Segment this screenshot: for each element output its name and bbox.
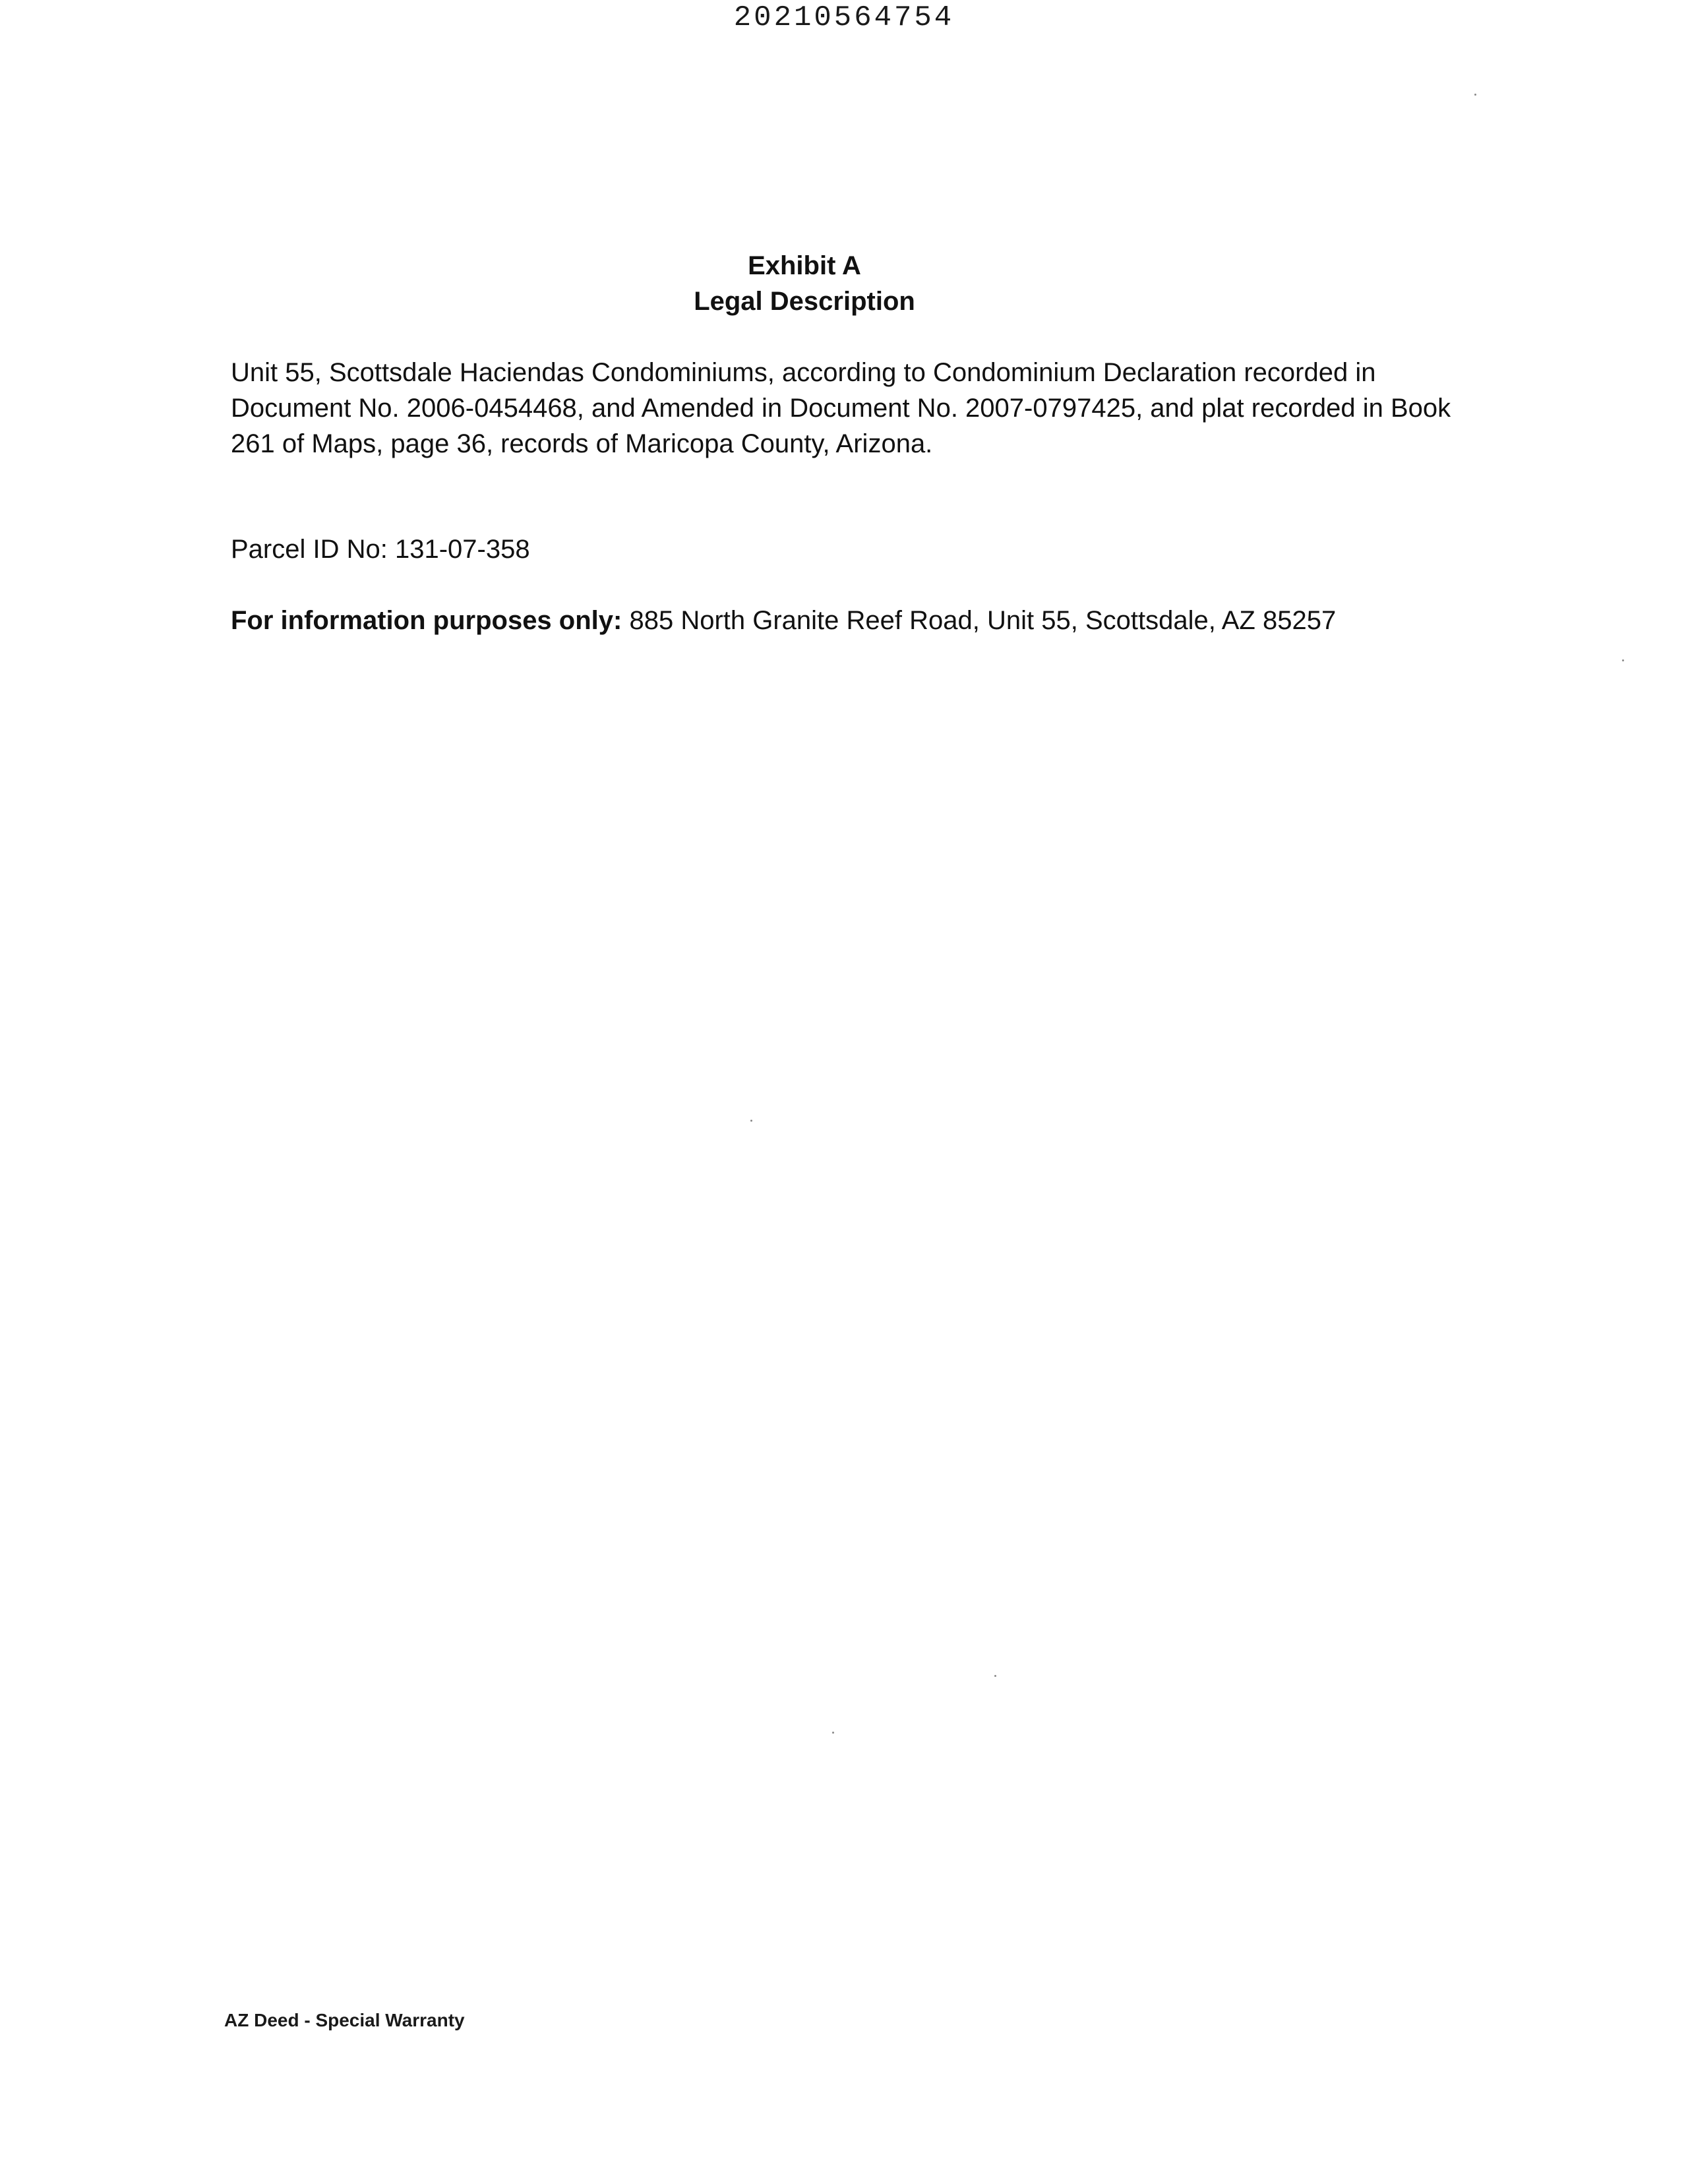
exhibit-subtitle: Legal Description [694, 287, 915, 316]
scan-speck [1474, 94, 1476, 96]
scan-speck [750, 1120, 752, 1122]
recording-number: 20210564754 [733, 1, 955, 34]
scan-speck [1622, 659, 1624, 661]
parcel-id: Parcel ID No: 131-07-358 [231, 535, 530, 564]
scan-speck [994, 1675, 996, 1677]
exhibit-title: Exhibit A [748, 251, 861, 280]
scan-speck [832, 1732, 834, 1734]
form-footer: AZ Deed - Special Warranty [224, 2010, 465, 2030]
legal-description-paragraph: Unit 55, Scottsdale Haciendas Condominiums, according to Condominium Declaration recorded in Document No. 2006-0454468, and Amended in Document No. 2007-0797425, and plat recorded in Book 261 of Maps, page 36, records of Maricopa County, Arizona. [231, 358, 1451, 458]
property-address: 885 North Granite Reef Road, Unit 55, Scottsdale, AZ 85257 [629, 606, 1337, 635]
information-line [231, 603, 1457, 638]
information-label: For information purposes only: [231, 606, 622, 635]
